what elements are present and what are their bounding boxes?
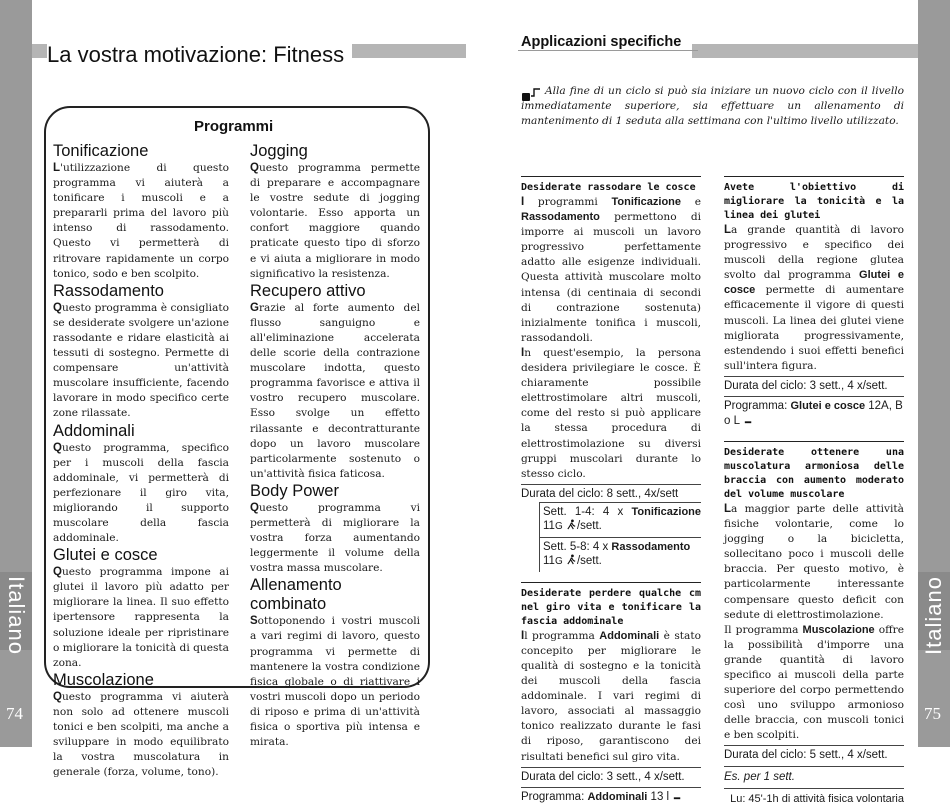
- program-text: uesto programma, specifico per i muscoli della fascia addominale, vi permetterà di perfezionare il giro vita, migliorando il supporto muscolare della fascia addominale.: [53, 441, 229, 545]
- text: Programma:: [521, 790, 588, 803]
- program-name: Rassodamento: [611, 540, 691, 553]
- program-number: 12A, B: [865, 399, 903, 412]
- text: /sett.: [576, 519, 602, 532]
- paragraph: [521, 346, 701, 482]
- dropcap: Q: [250, 501, 259, 514]
- program-text: ottoponendo i vostri muscoli a vari regimi di lavoro, questo programma vi permette di mantenere la vostra condizione fisica globale o di riattivare i vostri muscoli dopo un periodo di riposo e prima di un'attività fisica o sportiva più intensa e mirata.: [250, 615, 420, 749]
- program-text: uesto programma vi aiuterà non solo ad ottenere muscoli tonici e ben scolpiti, ma anche a sviluppare in modo equilibrato la vostra muscolatura in generale (forza, volume, tono).: [53, 690, 229, 779]
- text: programmi: [524, 196, 612, 208]
- dropcap: Q: [53, 301, 62, 314]
- program-title: Addominali: [53, 421, 135, 440]
- program-title: Body Power: [250, 481, 339, 500]
- right-header-bar: [692, 44, 918, 58]
- text: offre la possibilità d'imporre una grande quantità di lavoro specifico ai muscoli della parte superiore del corpo permettendo così uno sviluppo armonioso delle braccia, con muscoli tonici e ben scolpiti.: [724, 623, 904, 742]
- week-schedule-1: Sett. 1-4: 4 x Tonificazione 11G /sett.: [539, 502, 701, 537]
- program-name: Addominali: [587, 790, 648, 803]
- program-name: Tonificazione: [611, 196, 681, 208]
- program-number: 11: [543, 519, 555, 532]
- section-title: Applicazioni specifiche: [521, 34, 687, 50]
- dropcap: L: [724, 224, 732, 236]
- program-text: razie al forte aumento del flusso sanguigno e all'eliminazione accelerata delle scorie della contrazione muscolare indotta, questo programma favorisce e attiva il vostro recupero muscolare. Esso svolge un effetto rilassante e decontratturante dopo un lavoro muscolare particolarmente sostenuto o un'attività fisica faticosa.: [250, 301, 420, 480]
- program-number: 11: [543, 554, 555, 567]
- program-tonificazione: [53, 142, 229, 282]
- dropcap: G: [250, 301, 259, 314]
- paragraph: [521, 629, 701, 765]
- program-title: Tonificazione: [53, 142, 149, 160]
- text: a maggior parte delle attività fisiche volontarie, come lo jogging o la bicicletta, sollecitano poco i muscoli delle braccia. Per questo motivo, è particolarmente interessante compensare questo deficit con sedute di elettrostimolazione.: [724, 502, 904, 621]
- text: /sett.: [576, 554, 602, 567]
- program-rassodamento: [53, 282, 229, 422]
- text: e: [681, 196, 701, 208]
- week-schedule-2: Sett. 5-8: 4 x Rassodamento 11G /sett.: [539, 537, 701, 572]
- program-title: Recupero attivo: [250, 281, 366, 300]
- application-heading: Avete l'obiettivo di migliorare la tonicità e la linea dei glutei: [724, 176, 904, 223]
- text: Il programma: [724, 623, 803, 636]
- divider: [724, 766, 904, 767]
- program-recupero-attivo: [250, 282, 420, 482]
- programs-column-2: [250, 142, 420, 750]
- text: permettono di imporre ai muscoli un lavoro progressivo perfettamente adatto alle esigenze individuali. Questa attività muscolare molto intensa (di centinaia di secondi di contrazione sostenuta) inizialmente tonifica i muscoli, rassodandoli.: [521, 211, 701, 344]
- program-name: Glutei e cosce: [724, 269, 905, 297]
- cycle-duration: Durata del ciclo: 3 sett., 4 x/sett.: [724, 376, 904, 394]
- right-header-rule: [518, 50, 698, 51]
- dash-icon: [672, 790, 683, 801]
- left-language-label: Italiano: [4, 576, 29, 655]
- dropcap: Q: [250, 162, 259, 174]
- dropcap: I: [521, 346, 525, 359]
- application-glutes: [724, 176, 904, 429]
- dropcap: L: [53, 162, 61, 174]
- page-title: La vostra motivazione: Fitness: [47, 42, 352, 68]
- intro-text: Alla fine di un ciclo si può sia iniziare un nuovo ciclo con il livello immediatamente superiore, sia effettuare un allenamento di mantenimento di 1 seduta alla settimana con l'ultimo livello utilizzato.: [521, 85, 904, 128]
- program-text: uesto programma permette di preparare e accompagnare le vostre sedute di jogging volontarie. Esso apporta un confort maggiore quando praticate questo tipo di sforzo e vi aiuta a migliorare in modo significativo la resistenza.: [250, 162, 420, 280]
- divider: [724, 788, 904, 789]
- program-text: uesto programma è consigliato se desiderate svolgere un'azione rassodante e ridare elasticità ai tessuti di sostegno. Permette di compensare un'attività muscolare insufficiente, facendo lavorare in modo specifico certe zone rilassate.: [53, 301, 229, 420]
- program-name: Muscolazione: [802, 623, 875, 636]
- program-name: Addominali: [599, 629, 660, 642]
- program-line: [724, 396, 904, 429]
- program-text: uesto programma vi permetterà di migliorare la vostra forza aumentando leggermente il volume della vostra massa muscolare.: [250, 501, 420, 575]
- dropcap: I: [521, 629, 525, 642]
- text: n quest'esempio, la persona desidera privilegiare le cosce. È chiaramente possibile elettrostimolare altri muscoli, come del resto si può applicare la stessa procedura di elettrostimolazione su diversi gruppi muscolari durante lo stesso ciclo.: [521, 346, 701, 480]
- program-name: Rassodamento: [521, 211, 600, 224]
- application-heading: Desiderate rassodare le cosce: [521, 176, 701, 195]
- text: l programma: [524, 629, 600, 642]
- runner-icon: [566, 554, 577, 565]
- dropcap: Q: [53, 441, 62, 454]
- text: Sett. 1-4: 4 x: [543, 505, 632, 518]
- program-jogging: [250, 142, 420, 282]
- paragraph: [724, 223, 904, 374]
- program-allenamento-combinato: [250, 576, 420, 750]
- programs-panel-title: Programmi: [190, 118, 277, 135]
- cycle-duration: Durata del ciclo: 3 sett., 4 x/sett.: [521, 767, 701, 785]
- text: Programma:: [724, 399, 791, 412]
- example-label: Es. per 1 sett.: [724, 771, 795, 784]
- text: Sett. 5-8: 4 x: [543, 540, 612, 553]
- program-glutei-e-cosce: [53, 546, 229, 671]
- program-muscolazione: [53, 671, 229, 781]
- paragraph: [724, 623, 904, 744]
- program-name: Tonificazione: [631, 505, 701, 518]
- text: permette di aumentare efficacemente il vigore di questi muscoli. La linea dei glutei viene migliorata progressivamente, estendendo i suoi effetti benefici sull'intera figura.: [724, 284, 904, 372]
- footer-note: Lu: 45'-1h di attività fisica volontaria: [730, 793, 904, 806]
- program-title: Glutei e cosce: [53, 546, 158, 565]
- applications-column-2: [724, 176, 904, 806]
- left-page-number: 74: [6, 704, 23, 723]
- program-name: Glutei e cosce: [790, 399, 866, 412]
- program-title: Muscolazione: [53, 670, 154, 689]
- program-line: [521, 787, 701, 805]
- program-title: Allenamento combinato: [250, 576, 342, 614]
- application-thighs: [521, 176, 701, 572]
- paragraph: [521, 195, 701, 346]
- program-title: Jogging: [250, 142, 308, 160]
- cycle-duration: Durata del ciclo: 8 sett., 4x/sett: [521, 484, 701, 502]
- program-title: Rassodamento: [53, 281, 164, 300]
- dropcap: L: [724, 502, 732, 515]
- program-alt: o L: [724, 414, 740, 427]
- application-heading: Desiderate ottenere una muscolatura armoniosa delle braccia con aumento moderato del volume muscolare: [724, 441, 904, 502]
- paragraph: [724, 502, 904, 623]
- text: è stato concepito per migliorare le qualità di sostegno e la tonicità dei muscoli della fascia addominale. I vari regimi di lavoro, associati al massaggio tonico realizzato durante le fasi di riposo, garantiscono dei risultati benefici sul giro vita.: [521, 629, 702, 763]
- program-text: uesto programma impone ai glutei il lavoro più adatto per migliorare la linea. Il suo effetto ipertensore rappresenta la soluzione ideale per ripristinare o migliorare la tonicità di questa zona.: [53, 566, 229, 669]
- application-arms: [724, 441, 904, 806]
- dash-icon: [743, 414, 754, 425]
- program-body-power: [250, 482, 420, 576]
- dropcap: S: [250, 615, 258, 628]
- application-waist: [521, 582, 701, 805]
- right-page-number: 75: [924, 704, 941, 723]
- program-addominali: [53, 422, 229, 547]
- programs-column-1: [53, 142, 229, 780]
- program-text: 'utilizzazione di questo programma vi aiuterà a tonificare i muscoli e a prepararli prima del lavoro più intenso di rassodamento. Questo vi permetterà di ritrovare rapidamente un corpo tonico, sodo e ben scolpito.: [53, 162, 229, 280]
- text: a grande quantità di lavoro progressivo e specifico dei muscoli della regione glutea svolto dal programma: [724, 224, 904, 282]
- cycle-duration: Durata del ciclo: 5 sett., 4 x/sett.: [724, 745, 904, 763]
- dropcap: Q: [53, 566, 62, 579]
- application-heading: Desiderate perdere qualche cm nel giro vita e tonificare la fascia addominale: [521, 582, 701, 629]
- right-language-label: Italiano: [921, 576, 946, 655]
- dropcap: Q: [53, 690, 62, 703]
- applications-column-1: [521, 176, 701, 805]
- program-number: 13 l: [647, 790, 670, 803]
- runner-icon: [566, 519, 577, 530]
- dropcap: I: [521, 196, 525, 208]
